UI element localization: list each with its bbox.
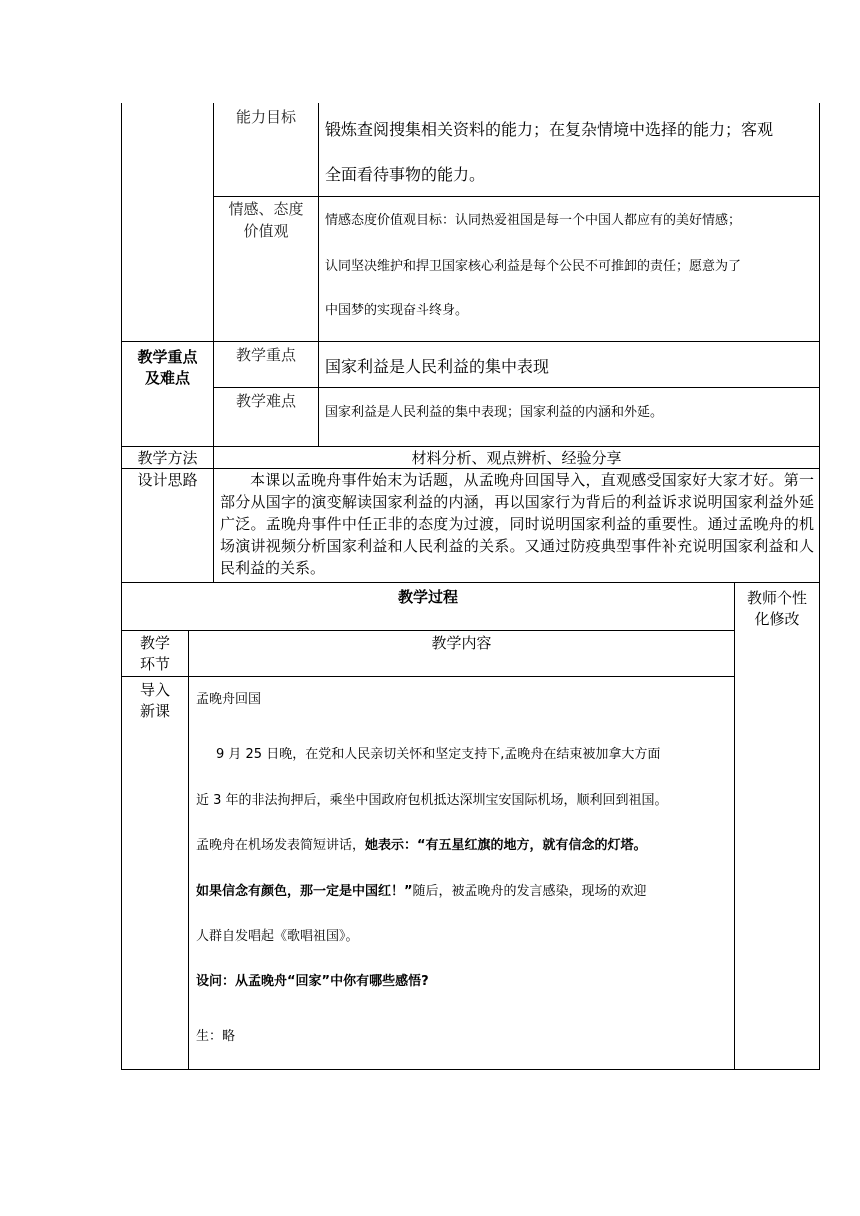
emotion-goal-label-line-1: 情感、态度 <box>228 200 304 218</box>
row-line-content-header-bottom <box>121 676 734 677</box>
teaching-method-content: 材料分析、观点辨析、经验分享 <box>411 449 622 467</box>
ability-goal-line-1: 锻炼查阅搜集相关资料的能力；在复杂情境中选择的能力；客观 <box>325 120 774 139</box>
row-line-process-title-bottom <box>121 630 734 631</box>
row-line-ability-bottom <box>213 196 820 197</box>
content-line-2: 近 3 年的非法拘押后，乘坐中国政府包机抵达深圳宝安国际机场，顺利回到祖国。 <box>196 793 668 808</box>
emotion-goal-line-1: 情感态度价值观目标：认同热爱祖国是每一个中国人都应有的美好情感； <box>325 213 742 228</box>
key-point-content: 国家利益是人民利益的集中表现 <box>325 357 550 376</box>
stage-intro-line-2: 新课 <box>139 702 170 720</box>
emotion-goal-line-3: 中国梦的实现奋斗终身。 <box>325 303 469 318</box>
design-idea-content: 本课以孟晚舟事件始末为话题，从孟晚舟回国导入，直观感受国家好大家才好。第一部分从国字的演变解读国家利益的内涵，再以国家行为背后的利益诉求说明国家利益外延广泛。孟晚舟事件中任正非的态度为过渡，同时说明国家利益的重要性。通过孟晚舟的机场演讲视频分析国家利益和人民利益的关系。又通过防疫典型事件补充说明国家利益和人民利益的关系。 <box>220 471 814 577</box>
content-header: 教学内容 <box>431 634 492 652</box>
stage-header-line-1: 教学 <box>139 634 170 652</box>
difficult-point-content: 国家利益是人民利益的集中表现；国家利益的内涵和外延。 <box>325 405 664 420</box>
content-line-3-bold: 她表示：“有五星红旗的地方，就有信念的灯塔。 <box>365 838 647 853</box>
content-question: 设问：从孟晚舟“回家”中你有哪些感悟? <box>196 974 429 989</box>
table-border-right <box>819 103 820 1070</box>
content-line-4-plain: 随后，被孟晚舟的发言感染，现场的欢迎 <box>412 884 647 899</box>
difficult-point-label: 教学难点 <box>235 392 296 410</box>
process-title: 教学过程 <box>397 588 458 606</box>
teaching-method-label: 教学方法 <box>137 449 198 467</box>
stage-intro-line-1: 导入 <box>139 681 170 699</box>
emotion-goal-line-2: 认同坚决维护和捍卫国家核心利益是每个公民不可推卸的责任；愿意为了 <box>325 259 742 274</box>
content-line-5: 人群自发唱起《歌唱祖国》。 <box>196 929 359 944</box>
teacher-modification-header-line-2: 化修改 <box>754 610 800 628</box>
ability-goal-label: 能力目标 <box>235 108 296 126</box>
content-line-4-bold: 如果信念有颜色，那一定是中国红！” <box>196 884 413 899</box>
content-answer: 生：略 <box>196 1029 236 1044</box>
stage-header-line-2: 环节 <box>139 655 170 673</box>
key-point-label: 教学重点 <box>235 346 296 364</box>
row-line-design-bottom <box>121 582 820 583</box>
emotion-goal-label-line-2: 价值观 <box>243 222 289 240</box>
table-border-bottom <box>121 1069 820 1070</box>
content-title: 孟晚舟回国 <box>196 692 262 707</box>
content-line-3-plain: 孟晚舟在机场发表简短讲话， <box>196 838 366 853</box>
row-line-emotion-bottom <box>121 341 820 342</box>
content-line-1: 9 月 25 日晚，在党和人民亲切关怀和坚定支持下,孟晚舟在结束被加拿大方面 <box>216 747 661 762</box>
key-difficult-label-line-2: 及难点 <box>144 369 190 387</box>
column-line-stage <box>188 630 189 1070</box>
column-line-sublabel <box>318 103 319 446</box>
teacher-modification-header-line-1: 教师个性 <box>746 589 807 607</box>
key-difficult-label-line-1: 教学重点 <box>137 348 198 366</box>
design-idea-label: 设计思路 <box>137 471 198 489</box>
row-line-key-bottom <box>213 387 820 388</box>
column-line-teacher <box>734 582 735 1070</box>
ability-goal-line-2: 全面看待事物的能力。 <box>325 165 486 184</box>
content-line-4 <box>196 882 647 902</box>
content-line-3 <box>196 836 647 856</box>
